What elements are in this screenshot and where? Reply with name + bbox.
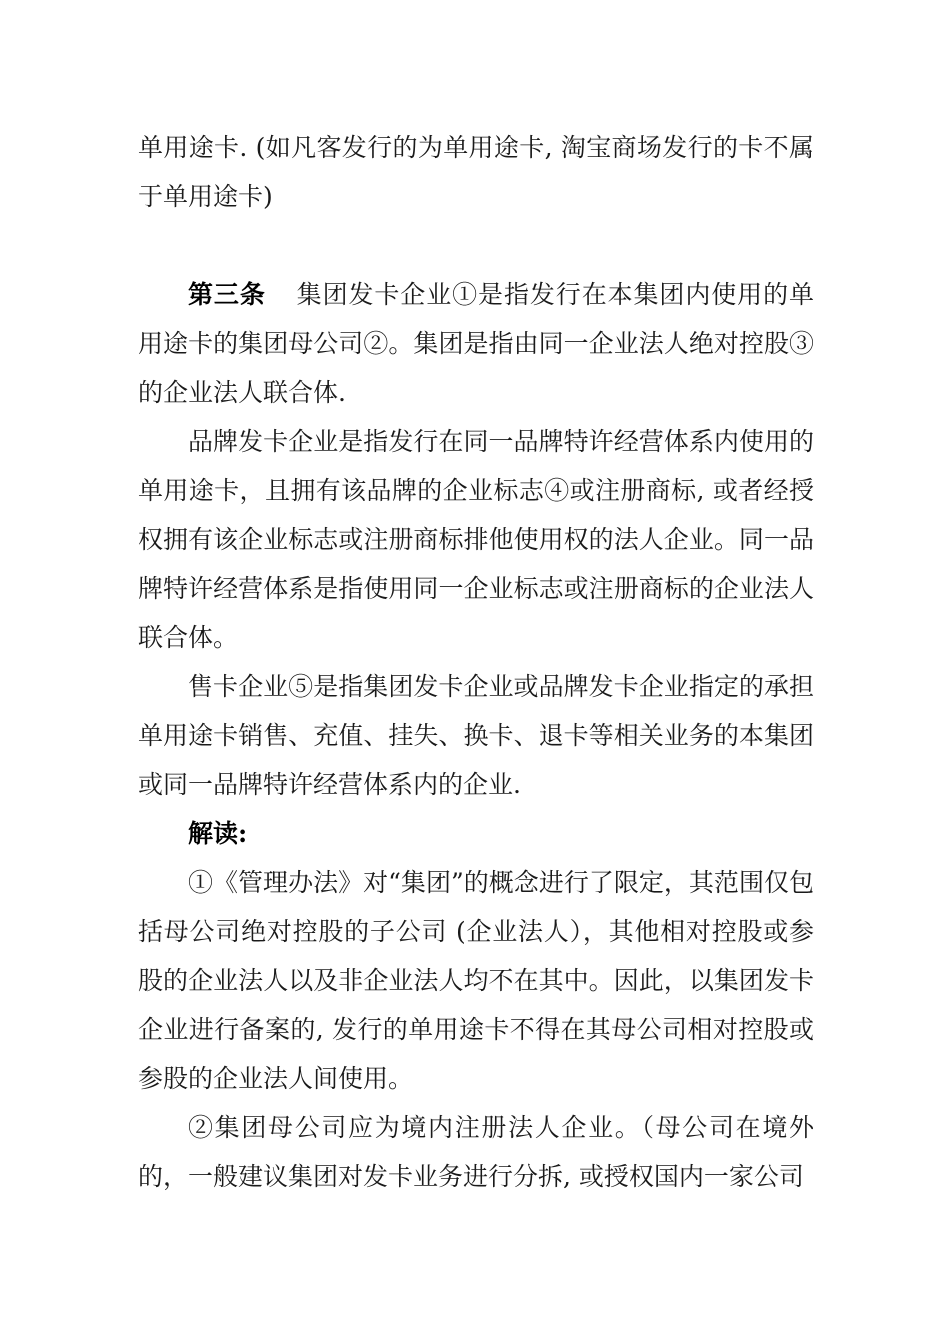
article-3-label: 第三条 [188, 280, 266, 309]
document-body [138, 123, 814, 1201]
article-3-paragraph [138, 270, 814, 417]
card-seller-paragraph: 售卡企业⑤是指集团发卡企业或品牌发卡企业指定的承担单用途卡销售、充值、挂失、换卡、退卡等相关业务的本集团或同一品牌特许经营体系内的企业. [138, 672, 814, 799]
brand-issuer-paragraph: 品牌发卡企业是指发行在同一品牌特许经营体系内使用的单用途卡，且拥有该品牌的企业标志④或注册商标, 或者经授权拥有该企业标志或注册商标排他使用权的法人企业。同一品牌特许经营体系是指使用同一企业标志或注册商标的企业法人联合体。 [138, 427, 814, 652]
article-3-text: 集团发卡企业①是指发行在本集团内使用的单用途卡的集团母公司②。集团是指由同一企业法人绝对控股③的企业法人联合体. [138, 280, 814, 407]
note-1-paragraph: ①《管理办法》对“集团”的概念进行了限定，其范围仅包括母公司绝对控股的子公司 (企业法人），其他相对控股或参股的企业法人以及非企业法人均不在其中。因此，以集团发卡企业进行备案的, 发行的单用途卡不得在其母公司相对控股或参股的企业法人间使用。 [138, 868, 814, 1093]
paragraph-continuation: 单用途卡. (如凡客发行的为单用途卡, 淘宝商场发行的卡不属于单用途卡) [138, 133, 814, 211]
paragraph-gap [138, 221, 814, 270]
interpretation-heading: 解读: [188, 819, 248, 848]
note-2-paragraph: ②集团母公司应为境内注册法人企业。（母公司在境外的，一般建议集团对发卡业务进行分拆, 或授权国内一家公司 [138, 1113, 814, 1191]
